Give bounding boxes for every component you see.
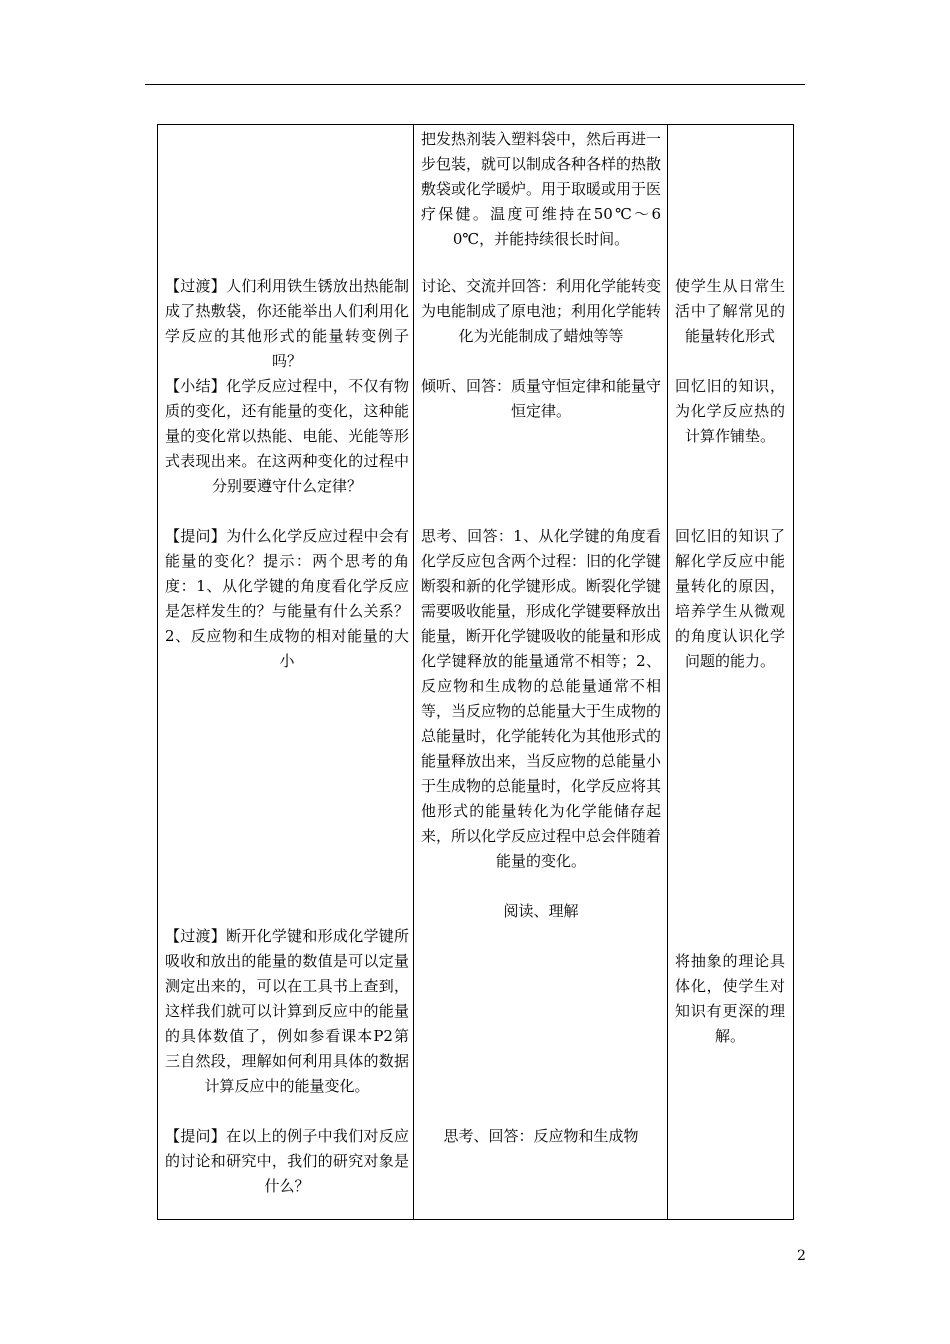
page-number: 2 xyxy=(797,1248,806,1264)
column-divider-2 xyxy=(667,125,668,1219)
student-activity-cell: 倾听、回答：质量守恒定律和能量守恒定律。 xyxy=(421,377,662,420)
teacher-activity-cell: 【过渡】人们利用铁生锈放出热能制成了热敷袋，你还能举出人们利用化学反应的其他形式的能量转变例子吗？ xyxy=(165,277,409,370)
student-activity-cell: 思考、回答：1、从化学键的角度看化学反应包含两个过程：旧的化学键断裂和新的化学键形成。断裂化学键需要吸收能量，形成化学键要释放出能量，断开化学键吸收的能量和形成化学键释放的能量通常不相等；2、反应物和生成物的总能量通常不相等，当反应物的总能量大于生成物的总能量时，化学能转化为其他形式的能量释放出来，当反应物的总能量小于生成物的总能量时，化学反应将其他形式的能量转化为化学能储存起来，所以化学反应过程中总会伴随着能量的变化。 xyxy=(421,527,662,870)
design-intent-cell: 将抽象的理论具体化，使学生对知识有更深的理解。 xyxy=(675,952,785,1045)
teacher-activity-cell: 【提问】为什么化学反应过程中会有能量的变化？提示：两个思考的角度：1、从化学键的角度看化学反应是怎样发生的？与能量有什么关系？2、反应物和生成物的相对能量的大小 xyxy=(165,527,409,670)
student-activity-cell: 讨论、交流并回答：利用化学能转变为电能制成了原电池；利用化学能转化为光能制成了蜡烛等等 xyxy=(421,277,662,345)
student-activity-cell: 把发热剂装入塑料袋中，然后再进一步包装，就可以制成各种各样的热散敷袋或化学暖炉。用于取暖或用于医疗保健。温度可维持在50℃～60℃，并能持续很长时间。 xyxy=(421,130,662,248)
teacher-activity-cell: 【提问】在以上的例子中我们对反应的讨论和研究中，我们的研究对象是什么？ xyxy=(165,1127,409,1195)
teacher-activity-cell: 【小结】化学反应过程中，不仅有物质的变化，还有能量的变化，这种能量的变化常以热能、电能、光能等形式表现出来。在这两种变化的过程中分别要遵守什么定律？ xyxy=(165,377,409,495)
design-intent-cell: 回忆旧的知识了解化学反应中能量转化的原因，培养学生从微观的角度认识化学问题的能力。 xyxy=(675,527,785,670)
student-activity-cell: 思考、回答：反应物和生成物 xyxy=(443,1127,639,1145)
column-divider-1 xyxy=(413,125,414,1219)
design-intent-cell: 使学生从日常生活中了解常见的能量转化形式 xyxy=(675,277,785,345)
student-activity-cell: 阅读、理解 xyxy=(503,902,579,920)
design-intent-cell: 回忆旧的知识，为化学反应热的计算作铺垫。 xyxy=(675,377,785,445)
teacher-activity-cell: 【过渡】断开化学键和形成化学键所吸收和放出的能量的数值是可以定量测定出来的，可以在工具书上查到，这样我们就可以计算到反应中的能量的具体数值了，例如参看课本P2第三自然段，理解如何利用具体的数据计算反应中的能量变化。 xyxy=(165,927,409,1095)
header-rule xyxy=(145,84,805,85)
lesson-table xyxy=(157,124,794,1220)
